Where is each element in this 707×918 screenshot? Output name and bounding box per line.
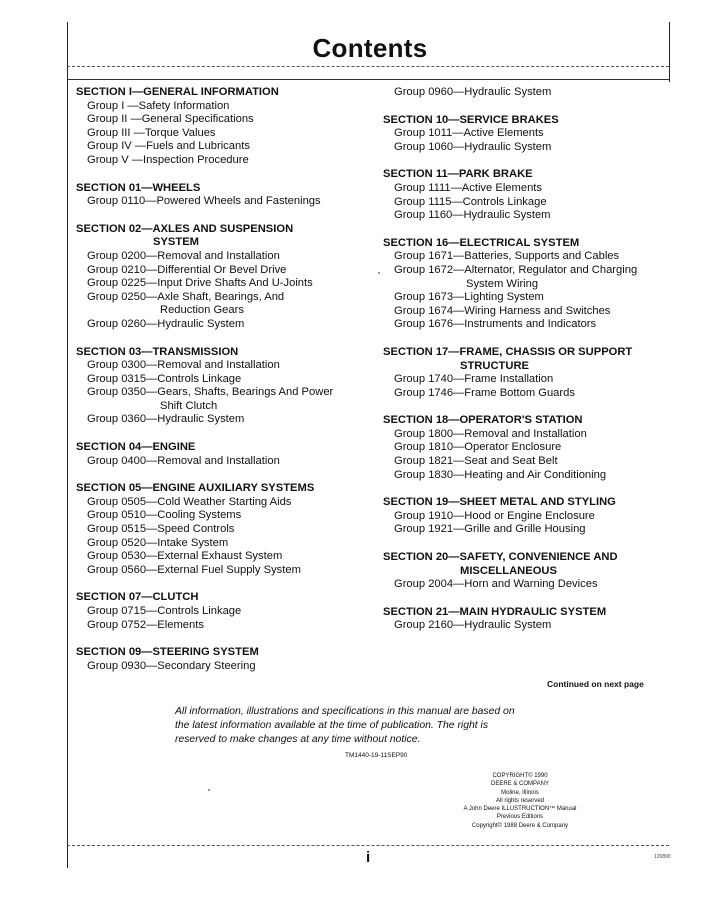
copyright-line: Previous Editions <box>496 814 544 821</box>
document-id: TM1440-19-11SEP90 <box>345 752 408 759</box>
section-block <box>383 496 683 537</box>
group-entry: Group 1673—Lighting System <box>394 291 544 304</box>
group-entry: Group 1011—Active Elements <box>394 127 544 140</box>
section-heading <box>76 591 376 605</box>
group-entry: Group 1821—Seat and Seat Belt <box>394 455 558 468</box>
section-block <box>383 551 683 592</box>
section-heading <box>76 646 376 660</box>
section-heading <box>383 414 683 428</box>
group-entry-text: Group 0350—Gears, Shafts, Bearings And Power <box>87 386 334 399</box>
group-entry-text: Group 1672—Alternator, Regulator and Charging <box>394 263 638 276</box>
group-entry-text: System Wiring <box>466 277 539 290</box>
section-heading-text: SECTION I—GENERAL INFORMATION <box>76 86 279 98</box>
group-entry: Group 0530—External Exhaust System <box>87 550 283 563</box>
group-entry-text: Reduction Gears <box>160 304 244 317</box>
group-entry: Group 1746—Frame Bottom Guards <box>394 386 575 399</box>
section-heading-text: SECTION 10—SERVICE BRAKES <box>383 113 559 126</box>
section-block <box>383 346 683 400</box>
section-block <box>76 591 376 632</box>
section-block <box>76 482 376 577</box>
group-entry: Group III —Torque Values <box>87 126 216 139</box>
section-heading-continuation: STRUCTURE <box>460 359 529 372</box>
copyright-line: DEERE & COMPANY <box>491 781 549 788</box>
title-rule <box>67 66 669 67</box>
group-entry: Group 0200—Removal and Installation <box>87 249 280 262</box>
section-heading <box>383 114 683 128</box>
section-block <box>383 168 683 222</box>
section-heading <box>383 496 683 510</box>
section-block <box>76 346 376 428</box>
section-block <box>383 114 683 155</box>
group-entry: Group 1921—Grille and Grille Housing <box>394 523 586 536</box>
section-block <box>383 237 683 332</box>
scan-speck <box>208 789 210 791</box>
group-entry: Group 0520—Intake System <box>87 536 229 549</box>
section-heading-text: SECTION 01—WHEELS <box>76 181 201 194</box>
group-entry <box>76 386 376 413</box>
group-entry: Group 1810—Operator Enclosure <box>394 441 562 454</box>
content-top-rule <box>67 79 669 80</box>
section-heading-text: SECTION 11—PARK BRAKE <box>383 168 533 181</box>
page-number: i <box>366 849 371 866</box>
group-entry: Group 0715—Controls Linkage <box>87 605 242 617</box>
section-block <box>383 86 683 100</box>
continued-note: Continued on next page <box>547 679 644 689</box>
section-heading-text: SECTION 18—OPERATOR'S STATION <box>383 414 583 427</box>
section-heading <box>383 551 683 578</box>
group-entry-text: Shift Clutch <box>160 399 218 412</box>
footer-rule <box>67 845 669 846</box>
corner-code: 120890 <box>654 854 671 860</box>
group-entry: Group 0225—Input Drive Shafts And U-Joints <box>87 277 313 290</box>
section-block <box>383 606 683 633</box>
group-entry: Group V —Inspection Procedure <box>87 153 249 166</box>
group-entry: Group 2004—Horn and Warning Devices <box>394 578 598 591</box>
section-heading <box>383 606 683 620</box>
copyright-line: A John Deere ILLUSTRUCTION™ Manual <box>463 806 577 813</box>
scan-speck <box>378 272 380 274</box>
group-entry: Group 1676—Instruments and Indicators <box>394 318 597 331</box>
group-entry: Group 1111—Active Elements <box>394 181 542 194</box>
section-block <box>76 441 376 468</box>
copyright-line: Copyright© 1988 Deere & Company <box>471 822 569 829</box>
section-heading-text: SECTION 03—TRANSMISSION <box>76 345 239 358</box>
section-heading <box>76 346 376 360</box>
section-heading-text: SECTION 05—ENGINE AUXILIARY SYSTEMS <box>76 482 315 495</box>
section-block <box>76 223 376 332</box>
copyright-line: Moline, Illinois <box>501 789 539 796</box>
copyright-line: All rights reserved <box>495 797 545 804</box>
section-heading-text: SECTION 02—AXLES AND SUSPENSION <box>76 222 294 235</box>
group-entry: Group II —General Specifications <box>87 113 254 126</box>
group-entry: Group 0315—Controls Linkage <box>87 372 242 385</box>
section-heading <box>383 346 683 373</box>
group-entry: Group 0260—Hydraulic System <box>87 317 245 330</box>
group-entry: Group 0560—External Fuel Supply System <box>87 563 301 576</box>
group-entry: Group 1830—Heating and Air Conditioning <box>394 468 607 481</box>
contents-left-column <box>76 86 376 673</box>
section-heading-continuation: SYSTEM <box>153 236 200 249</box>
section-heading-text: SECTION 21—MAIN HYDRAULIC SYSTEM <box>383 605 607 618</box>
disclaimer <box>175 705 595 746</box>
section-heading <box>383 237 683 251</box>
group-entry: Group 0752—Elements <box>87 618 204 631</box>
group-entry: Group 0400—Removal and Installation <box>87 454 280 467</box>
section-heading <box>76 441 376 455</box>
section-heading-text: SECTION 09—STEERING SYSTEM <box>76 646 259 659</box>
section-heading <box>76 86 376 100</box>
group-entry: Group 0210—Differential Or Bevel Drive <box>87 263 287 276</box>
disclaimer-line: reserved to make changes at any time without notice. <box>175 733 421 745</box>
section-heading-text: SECTION 20—SAFETY, CONVENIENCE AND <box>383 551 618 564</box>
group-entry: Group 0505—Cold Weather Starting Aids <box>87 495 292 508</box>
copyright-block <box>440 772 600 830</box>
section-block <box>76 86 376 168</box>
group-entry: Group 0110—Powered Wheels and Fastenings <box>87 195 321 208</box>
section-heading-text: SECTION 19—SHEET METAL AND STYLING <box>383 496 616 509</box>
group-entry: Group 2160—Hydraulic System <box>394 619 552 632</box>
contents-right-column <box>383 86 683 633</box>
section-heading <box>76 482 376 496</box>
group-entry: Group 1060—Hydraulic System <box>394 140 552 153</box>
section-block <box>76 182 376 209</box>
group-entry: Group I —Safety Information <box>87 99 230 112</box>
group-entry: Group 0515—Speed Controls <box>87 523 235 536</box>
section-heading <box>76 182 376 196</box>
section-heading-text: SECTION 17—FRAME, CHASSIS OR SUPPORT <box>383 345 633 358</box>
group-entry: Group 0360—Hydraulic System <box>87 413 245 426</box>
group-entry: Group 0960—Hydraulic System <box>394 86 552 98</box>
group-entry: Group 1800—Removal and Installation <box>394 427 587 440</box>
group-entry: Group 1674—Wiring Harness and Switches <box>394 304 611 317</box>
group-entry: Group 1671—Batteries, Supports and Cables <box>394 250 620 263</box>
group-entry: Group 0930—Secondary Steering <box>87 659 256 672</box>
section-heading <box>383 168 683 182</box>
section-heading-continuation: MISCELLANEOUS <box>460 564 557 577</box>
copyright-line: COPYRIGHT© 1990 <box>492 773 548 779</box>
left-border-line <box>67 22 68 868</box>
group-entry <box>76 291 376 318</box>
section-block <box>383 414 683 482</box>
group-entry: Group 1160—Hydraulic System <box>394 209 551 222</box>
group-entry: Group 0510—Cooling Systems <box>87 509 242 522</box>
section-heading-text: SECTION 04—ENGINE <box>76 441 196 454</box>
group-entry: Group 1115—Controls Linkage <box>394 195 547 208</box>
group-entry: Group 1910—Hood or Engine Enclosure <box>394 509 595 522</box>
page-title: Contents <box>312 33 428 63</box>
section-heading <box>76 223 376 250</box>
disclaimer-line: All information, illustrations and specifications in this manual are based on <box>175 706 515 717</box>
section-block <box>76 646 376 673</box>
disclaimer-line: the latest information available at the time of publication. The right is <box>175 719 489 731</box>
group-entry-text: Group 0250—Axle Shaft, Bearings, And <box>87 290 285 303</box>
section-heading-text: SECTION 07—CLUTCH <box>76 591 199 604</box>
group-entry: Group 1740—Frame Installation <box>394 373 554 386</box>
group-entry <box>383 264 683 291</box>
group-entry: Group 0300—Removal and Installation <box>87 359 280 372</box>
group-entry: Group IV —Fuels and Lubricants <box>87 140 250 153</box>
section-heading-text: SECTION 16—ELECTRICAL SYSTEM <box>383 236 580 249</box>
